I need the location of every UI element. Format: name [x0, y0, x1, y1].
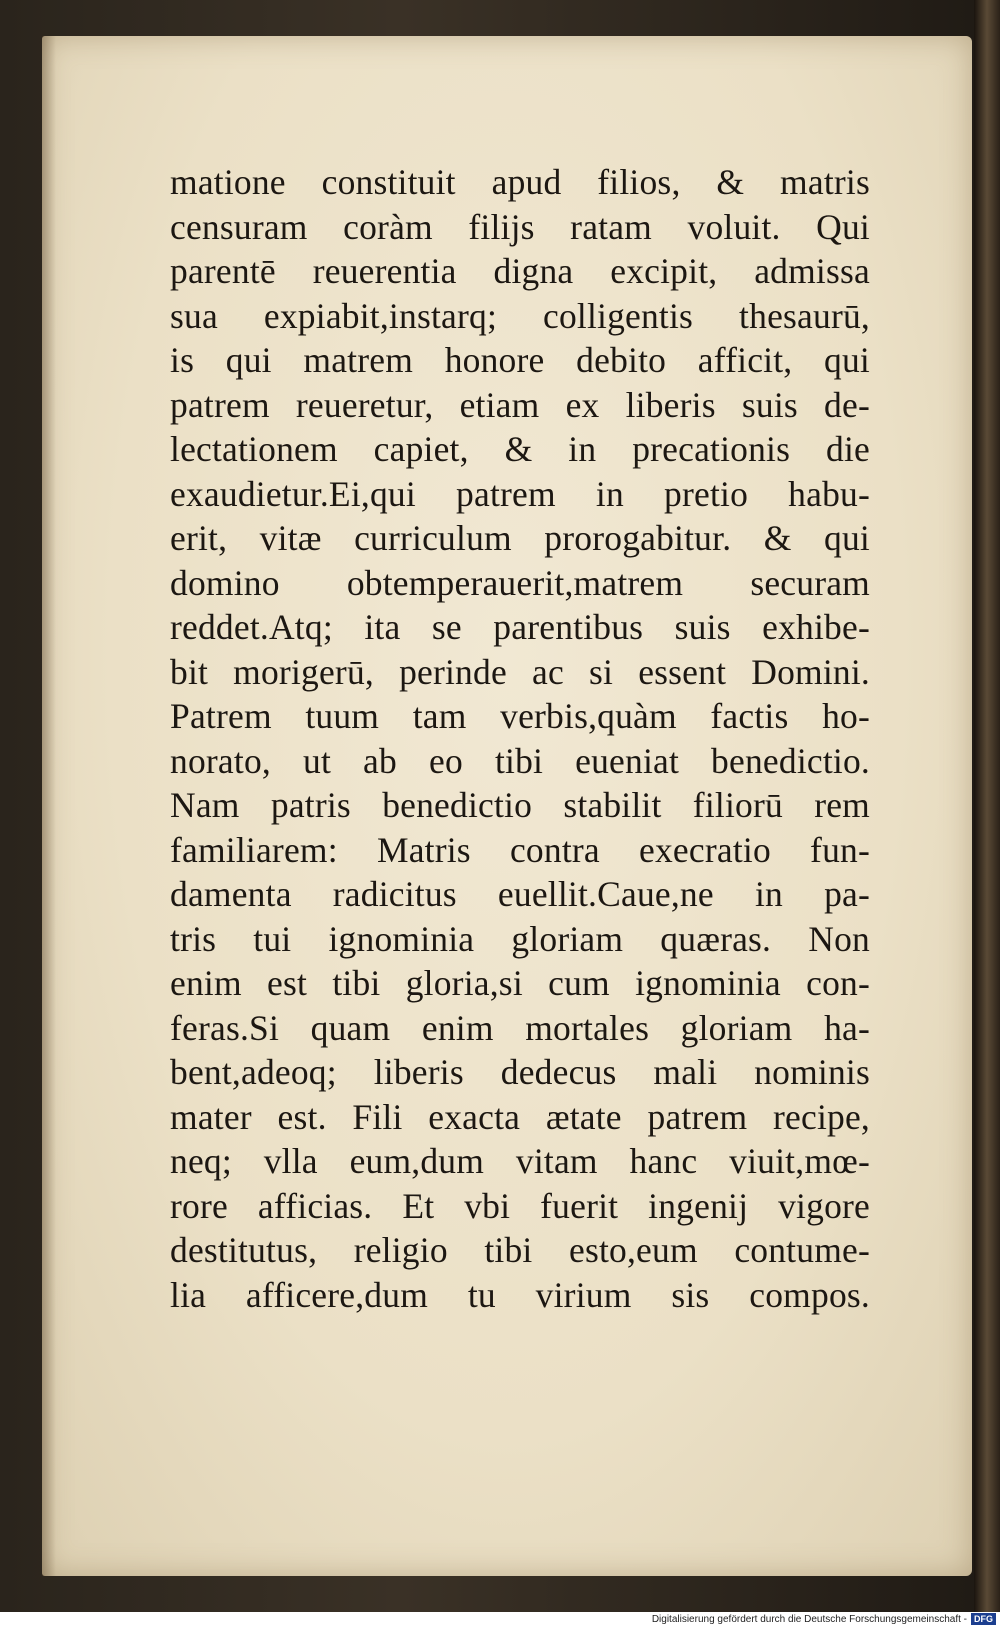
text-line: lia afficere,dum tu virium sis compos. [170, 1274, 870, 1315]
page-gutter-shadow [42, 36, 56, 1576]
text-line: norato, ut ab eo tibi eueniat benedictio. [170, 740, 870, 781]
text-line: patrem reueretur, etiam ex liberis suis de- [170, 384, 870, 425]
text-line: mater est. Fili exacta ætate patrem recipe, [170, 1096, 870, 1137]
text-line: sua expiabit,instarq; colligentis thesaurū, [170, 295, 870, 336]
book-board-edge [974, 0, 1000, 1612]
text-line: Patrem tuum tam verbis,quàm factis ho- [170, 696, 870, 736]
text-line: destitutus, religio tibi esto,eum contume- [170, 1230, 870, 1270]
text-line: reddet.Atq; ita se parentibus suis exhibe- [170, 607, 870, 647]
text-line: censuram coràm filijs ratam voluit. Qui [170, 206, 870, 247]
text-line: domino obtemperauerit,matrem securam [170, 562, 870, 603]
digitization-footer [0, 1612, 1000, 1626]
text-line: bit morigerū, perinde ac si essent Domini. [170, 651, 870, 692]
text-line: bent,adeoq; liberis dedecus mali nominis [170, 1052, 870, 1092]
text-line: matione constituit apud filios, & matris [170, 162, 870, 202]
text-line: rore afficias. Et vbi fuerit ingenij vigore [170, 1185, 870, 1226]
text-line: erit, vitæ curriculum prorogabitur. & qui [170, 518, 870, 558]
text-line: familiarem: Matris contra execratio fun- [170, 829, 870, 870]
text-line: feras.Si quam enim mortales gloriam ha- [170, 1007, 870, 1048]
text-line: damenta radicitus euellit.Caue,ne in pa- [170, 874, 870, 914]
text-line: lectationem capiet, & in precationis die [170, 429, 870, 469]
page-text-block [170, 160, 870, 1317]
text-line: enim est tibi gloria,si cum ignominia con- [170, 963, 870, 1003]
dfg-logo: DFG [971, 1613, 996, 1625]
funding-credit: Digitalisierung gefördert durch die Deutsche Forschungsgemeinschaft - [651, 1613, 967, 1625]
text-line: is qui matrem honore debito afficit, qui [170, 340, 870, 380]
text-line: parentē reuerentia digna excipit, admissa [170, 251, 870, 291]
text-line: exaudietur.Ei,qui patrem in pretio habu- [170, 473, 870, 514]
text-line: tris tui ignominia gloriam quæras. Non [170, 918, 870, 959]
text-line: neq; vlla eum,dum vitam hanc viuit,mœ- [170, 1141, 870, 1181]
text-line: Nam patris benedictio stabilit filiorū rem [170, 785, 870, 825]
